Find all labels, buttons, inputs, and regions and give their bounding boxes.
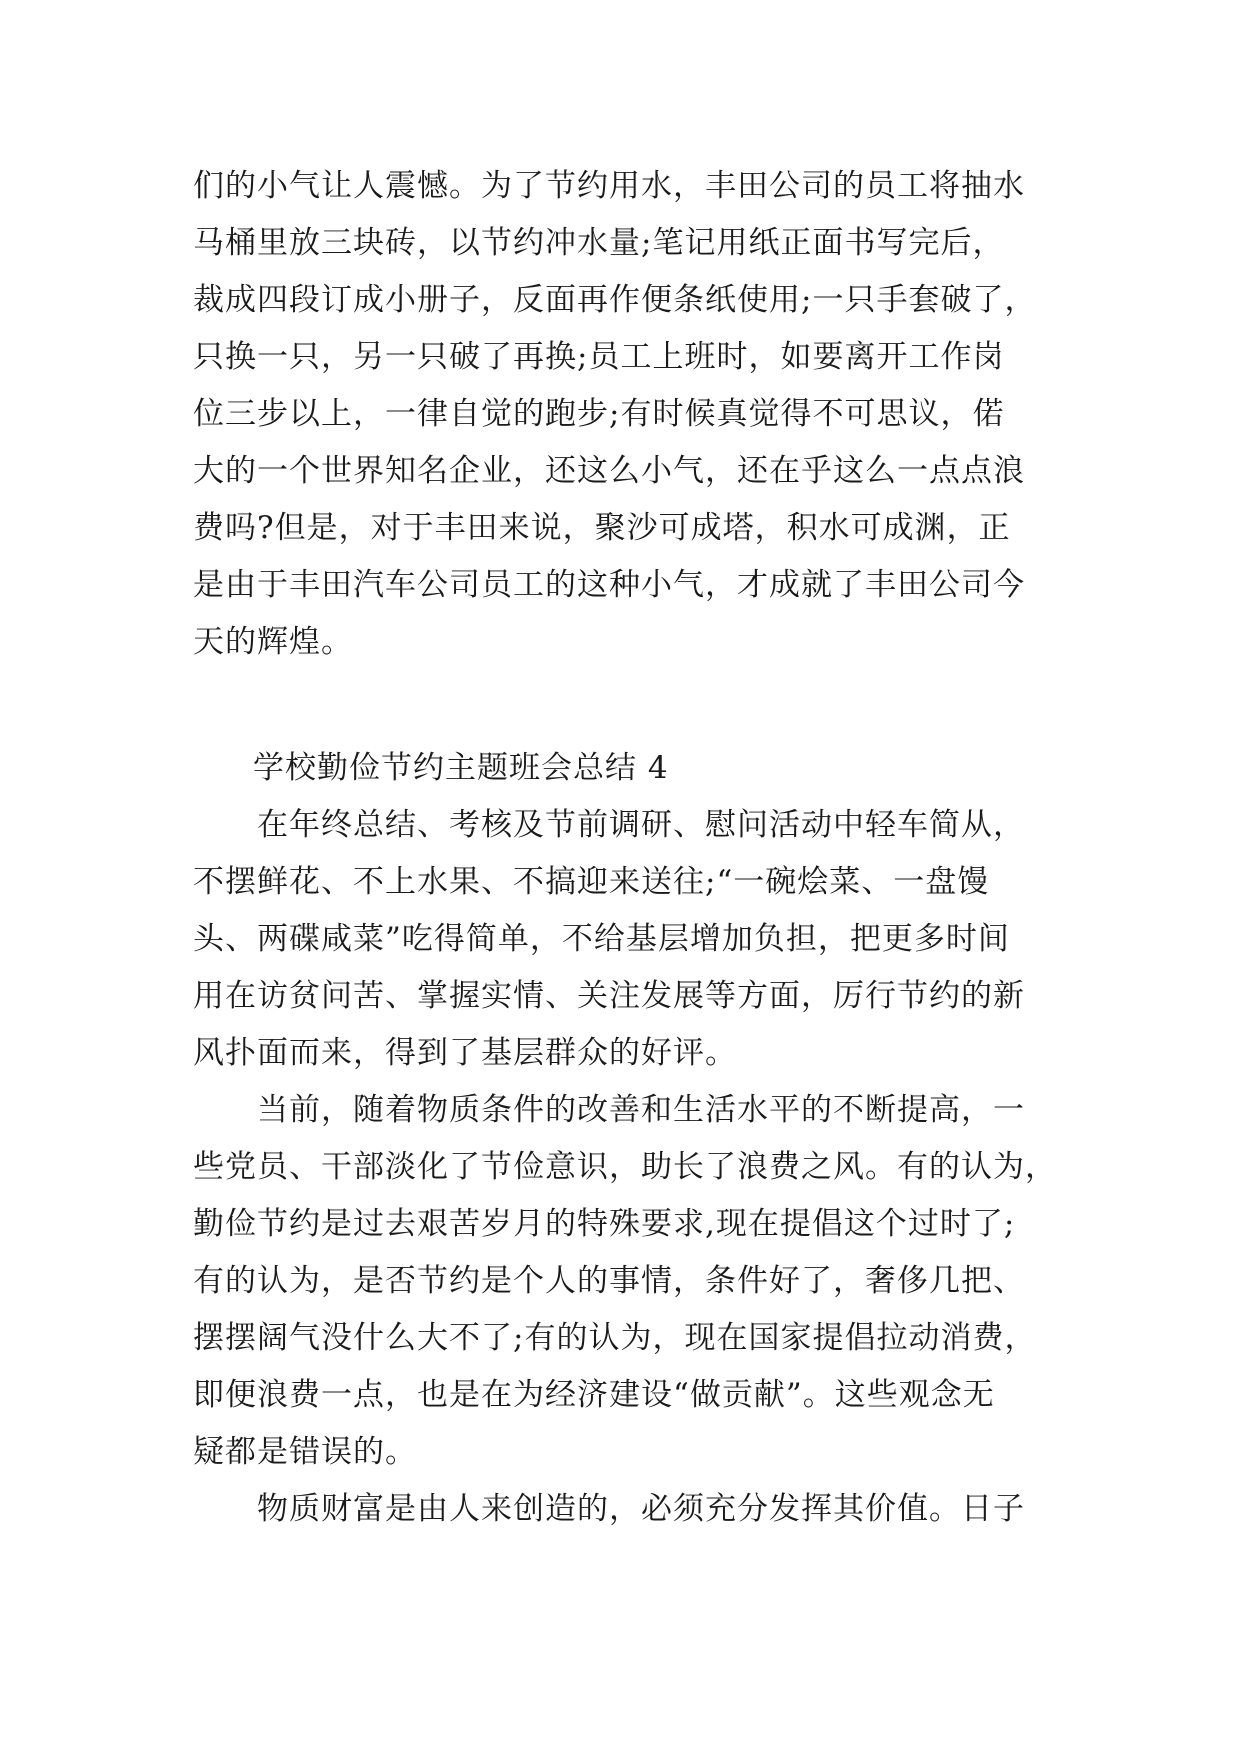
text-line: 用在访贫问苦、掌握实情、关注发展等方面，厉行节约的新	[193, 978, 1025, 1014]
section-heading: 学校勤俭节约主题班会总结 4	[253, 750, 669, 786]
text-line: 风扑面而来，得到了基层群众的好评。	[193, 1035, 737, 1071]
text-line: 物质财富是由人来创造的，必须充分发挥其价值。日子	[257, 1491, 1025, 1527]
text-line: 裁成四段订成小册子，反面再作便条纸使用;一只手套破了，	[193, 282, 1037, 318]
text-line: 马桶里放三块砖，以节约冲水量;笔记用纸正面书写完后，	[193, 225, 1005, 261]
text-line: 们的小气让人震憾。为了节约用水，丰田公司的员工将抽水	[193, 168, 1025, 204]
text-line: 天的辉煌。	[193, 624, 353, 660]
text-line: 勤俭节约是过去艰苦岁月的特殊要求,现在提倡这个过时了;	[193, 1206, 1016, 1242]
text-line: 只换一只，另一只破了再换;员工上班时，如要离开工作岗	[193, 339, 1005, 375]
text-line: 即便浪费一点，也是在为经济建设“做贡献”。这些观念无	[193, 1377, 995, 1413]
text-line: 大的一个世界知名企业，还这么小气，还在乎这么一点点浪	[193, 453, 1025, 489]
text-line: 些党员、干部淡化了节俭意识，助长了浪费之风。有的认为，	[193, 1149, 1057, 1185]
text-line: 不摆鲜花、不上水果、不搞迎来送往;“一碗烩菜、一盘馒	[193, 864, 990, 900]
text-line: 疑都是错误的。	[193, 1434, 417, 1470]
text-line: 位三步以上，一律自觉的跑步;有时候真觉得不可思议，偌	[193, 396, 1005, 432]
text-line: 摆摆阔气没什么大不了;有的认为，现在国家提倡拉动消费，	[193, 1320, 1037, 1356]
text-line: 当前，随着物质条件的改善和生活水平的不断提高，一	[257, 1092, 1025, 1128]
paragraph-toyota-frugality	[193, 158, 1073, 671]
body-paragraphs	[193, 797, 1073, 1538]
text-line: 费吗?但是，对于丰田来说，聚沙可成塔，积水可成渊，正	[193, 510, 1011, 546]
text-line: 头、两碟咸菜”吃得简单，不给基层增加负担，把更多时间	[193, 921, 1010, 957]
text-line: 有的认为，是否节约是个人的事情，条件好了，奢侈几把、	[193, 1263, 1025, 1299]
text-line: 在年终总结、考核及节前调研、慰问活动中轻车简从，	[257, 807, 1025, 843]
text-line: 是由于丰田汽车公司员工的这种小气，才成就了丰田公司今	[193, 567, 1025, 603]
